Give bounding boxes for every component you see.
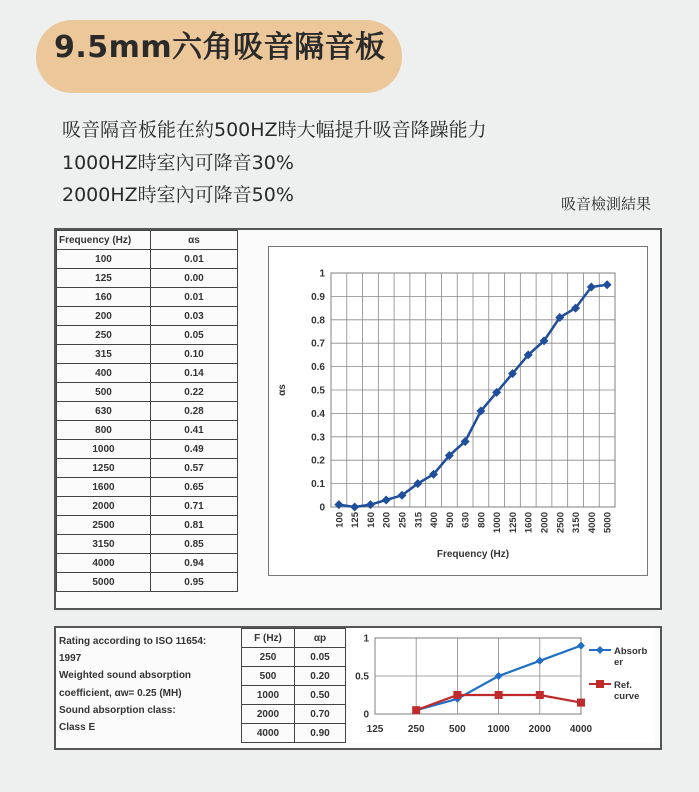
x-tick-label: 250 [397, 512, 409, 528]
x-tick-label: 500 [444, 512, 456, 528]
practical-absorption-table [241, 628, 346, 743]
data-point [495, 691, 503, 699]
table-row [57, 535, 238, 554]
frequency-cell: 2500 [57, 516, 151, 535]
x-tick-label: 2500 [555, 512, 567, 534]
frequency-cell: 4000 [242, 724, 295, 743]
table-row [57, 554, 238, 573]
y-tick-label: 0 [319, 502, 325, 514]
y-tick-label: 0.3 [311, 432, 325, 444]
y-tick-label: 0.7 [311, 338, 325, 350]
x-tick-label: 1600 [523, 512, 535, 534]
x-tick-label: 100 [334, 512, 346, 528]
coefficient-cell: 0.05 [151, 326, 238, 345]
table-row [57, 516, 238, 535]
rating-chart-frame [349, 628, 655, 743]
absorption-line-chart [269, 247, 647, 575]
coefficient-cell: 0.01 [151, 288, 238, 307]
description-line-2: 1000HZ時室內可降音30% [62, 152, 294, 174]
frequency-cell: 630 [57, 402, 151, 421]
coefficient-cell: 0.14 [151, 364, 238, 383]
page-title: 9.5mm六角吸音隔音板 [54, 30, 386, 65]
x-tick-label: 630 [460, 512, 472, 528]
x-tick-label: 400 [429, 512, 441, 528]
frequency-cell: 800 [57, 421, 151, 440]
y-axis-label: αs [277, 384, 288, 396]
frequency-cell: 200 [57, 307, 151, 326]
frequency-cell: 400 [57, 364, 151, 383]
rating-line: Class E [59, 722, 96, 734]
frequency-table [56, 230, 238, 592]
table-row [57, 478, 238, 497]
table-row [57, 307, 238, 326]
data-point [536, 691, 544, 699]
absorption-chart-frame [268, 246, 648, 576]
x-tick-label: 5000 [602, 512, 614, 534]
x-tick-label: 2000 [539, 512, 551, 534]
x-axis-label: Frequency (Hz) [436, 549, 510, 560]
coefficient-cell: 0.50 [295, 686, 346, 705]
x-tick-label: 800 [476, 512, 488, 528]
rating-line: coefficient, αw= 0.25 (MH) [59, 687, 182, 699]
x-tick-label: 1000 [487, 724, 510, 735]
frequency-cell: 125 [57, 269, 151, 288]
frequency-cell: 4000 [57, 554, 151, 573]
data-point [577, 699, 585, 707]
coefficient-cell: 0.49 [151, 440, 238, 459]
rating-description [59, 633, 239, 736]
coefficient-cell: 0.57 [151, 459, 238, 478]
x-tick-label: 4000 [569, 724, 593, 735]
table-row [242, 705, 346, 724]
description-line-1: 吸音隔音板能在約500HZ時大幅提升吸音降躁能力 [62, 119, 487, 141]
y-tick-label: 0.4 [311, 408, 325, 420]
legend-marker [596, 646, 604, 654]
frequency-cell: 3150 [57, 535, 151, 554]
frequency-cell: 1000 [57, 440, 151, 459]
column-header: F (Hz) [242, 629, 295, 648]
table-row [57, 326, 238, 345]
coefficient-cell: 0.81 [151, 516, 238, 535]
legend-label: Ref. [614, 680, 632, 691]
table-row [57, 459, 238, 478]
frequency-cell: 500 [242, 667, 295, 686]
frequency-cell: 2000 [242, 705, 295, 724]
frequency-cell: 315 [57, 345, 151, 364]
coefficient-cell: 0.00 [151, 269, 238, 288]
legend-label: curve [614, 691, 640, 702]
coefficient-cell: 0.10 [151, 345, 238, 364]
table-row [57, 250, 238, 269]
coefficient-cell: 0.85 [151, 535, 238, 554]
frequency-cell: 2000 [57, 497, 151, 516]
data-point [412, 706, 420, 714]
description-line-3: 2000HZ時室內可降音50% [62, 184, 294, 206]
table-row [57, 288, 238, 307]
column-header: αp [295, 629, 346, 648]
rating-line: Weighted sound absorption [59, 670, 192, 682]
legend-marker [596, 680, 604, 688]
table-row [242, 724, 346, 743]
legend-label: er [614, 657, 623, 668]
coefficient-cell: 0.28 [151, 402, 238, 421]
table-header-row [242, 629, 346, 648]
y-tick-label: 0.5 [311, 385, 325, 397]
table-row [57, 383, 238, 402]
coefficient-cell: 0.94 [151, 554, 238, 573]
y-tick-label: 0.1 [311, 479, 325, 491]
table-row [57, 402, 238, 421]
table-row [242, 667, 346, 686]
y-tick-label: 0.6 [311, 362, 325, 374]
frequency-cell: 500 [57, 383, 151, 402]
x-tick-label: 160 [365, 512, 377, 528]
table-row [57, 421, 238, 440]
coefficient-cell: 0.65 [151, 478, 238, 497]
rating-line-chart [349, 628, 655, 743]
y-tick-label: 0.2 [311, 455, 325, 467]
table-row [242, 686, 346, 705]
frequency-cell: 160 [57, 288, 151, 307]
x-tick-label: 250 [407, 724, 425, 735]
column-header: Frequency (Hz) [57, 231, 151, 250]
coefficient-cell: 0.20 [295, 667, 346, 686]
coefficient-cell: 0.71 [151, 497, 238, 516]
y-tick-label: 0.9 [311, 291, 325, 303]
frequency-cell: 5000 [57, 573, 151, 592]
rating-line: 1997 [59, 653, 82, 665]
rating-line: Sound absorption class: [59, 704, 176, 716]
frequency-cell: 1250 [57, 459, 151, 478]
y-tick-label: 0.5 [355, 671, 369, 683]
test-result-label: 吸音檢測結果 [561, 195, 652, 213]
x-tick-label: 3150 [571, 512, 583, 534]
table-row [57, 269, 238, 288]
coefficient-cell: 0.03 [151, 307, 238, 326]
y-tick-label: 1 [363, 633, 369, 645]
table-row [57, 573, 238, 592]
y-tick-label: 1 [319, 268, 325, 280]
x-tick-label: 315 [413, 512, 425, 528]
table-header-row [57, 231, 238, 250]
coefficient-cell: 0.41 [151, 421, 238, 440]
table-row [57, 345, 238, 364]
x-tick-label: 2000 [528, 724, 551, 735]
x-tick-label: 125 [350, 512, 362, 528]
rating-line: Rating according to ISO 11654: [59, 636, 207, 647]
frequency-cell: 100 [57, 250, 151, 269]
y-tick-label: 0 [363, 709, 369, 721]
x-tick-label: 4000 [586, 512, 598, 534]
table-row [242, 648, 346, 667]
column-header: αs [151, 231, 238, 250]
table-row [57, 497, 238, 516]
coefficient-cell: 0.95 [151, 573, 238, 592]
frequency-cell: 250 [242, 648, 295, 667]
x-tick-label: 500 [449, 724, 466, 735]
y-tick-label: 0.8 [311, 315, 325, 327]
coefficient-cell: 0.22 [151, 383, 238, 402]
x-tick-label: 1000 [492, 512, 504, 534]
x-tick-label: 1250 [507, 512, 519, 534]
table-row [57, 364, 238, 383]
frequency-cell: 1600 [57, 478, 151, 497]
coefficient-cell: 0.05 [295, 648, 346, 667]
frequency-cell: 1000 [242, 686, 295, 705]
table-row [57, 440, 238, 459]
coefficient-cell: 0.01 [151, 250, 238, 269]
frequency-cell: 250 [57, 326, 151, 345]
x-tick-label: 200 [381, 512, 393, 528]
coefficient-cell: 0.70 [295, 705, 346, 724]
coefficient-cell: 0.90 [295, 724, 346, 743]
legend-label: Absorb [614, 646, 648, 657]
data-point [453, 691, 461, 699]
x-tick-label: 125 [366, 724, 384, 735]
